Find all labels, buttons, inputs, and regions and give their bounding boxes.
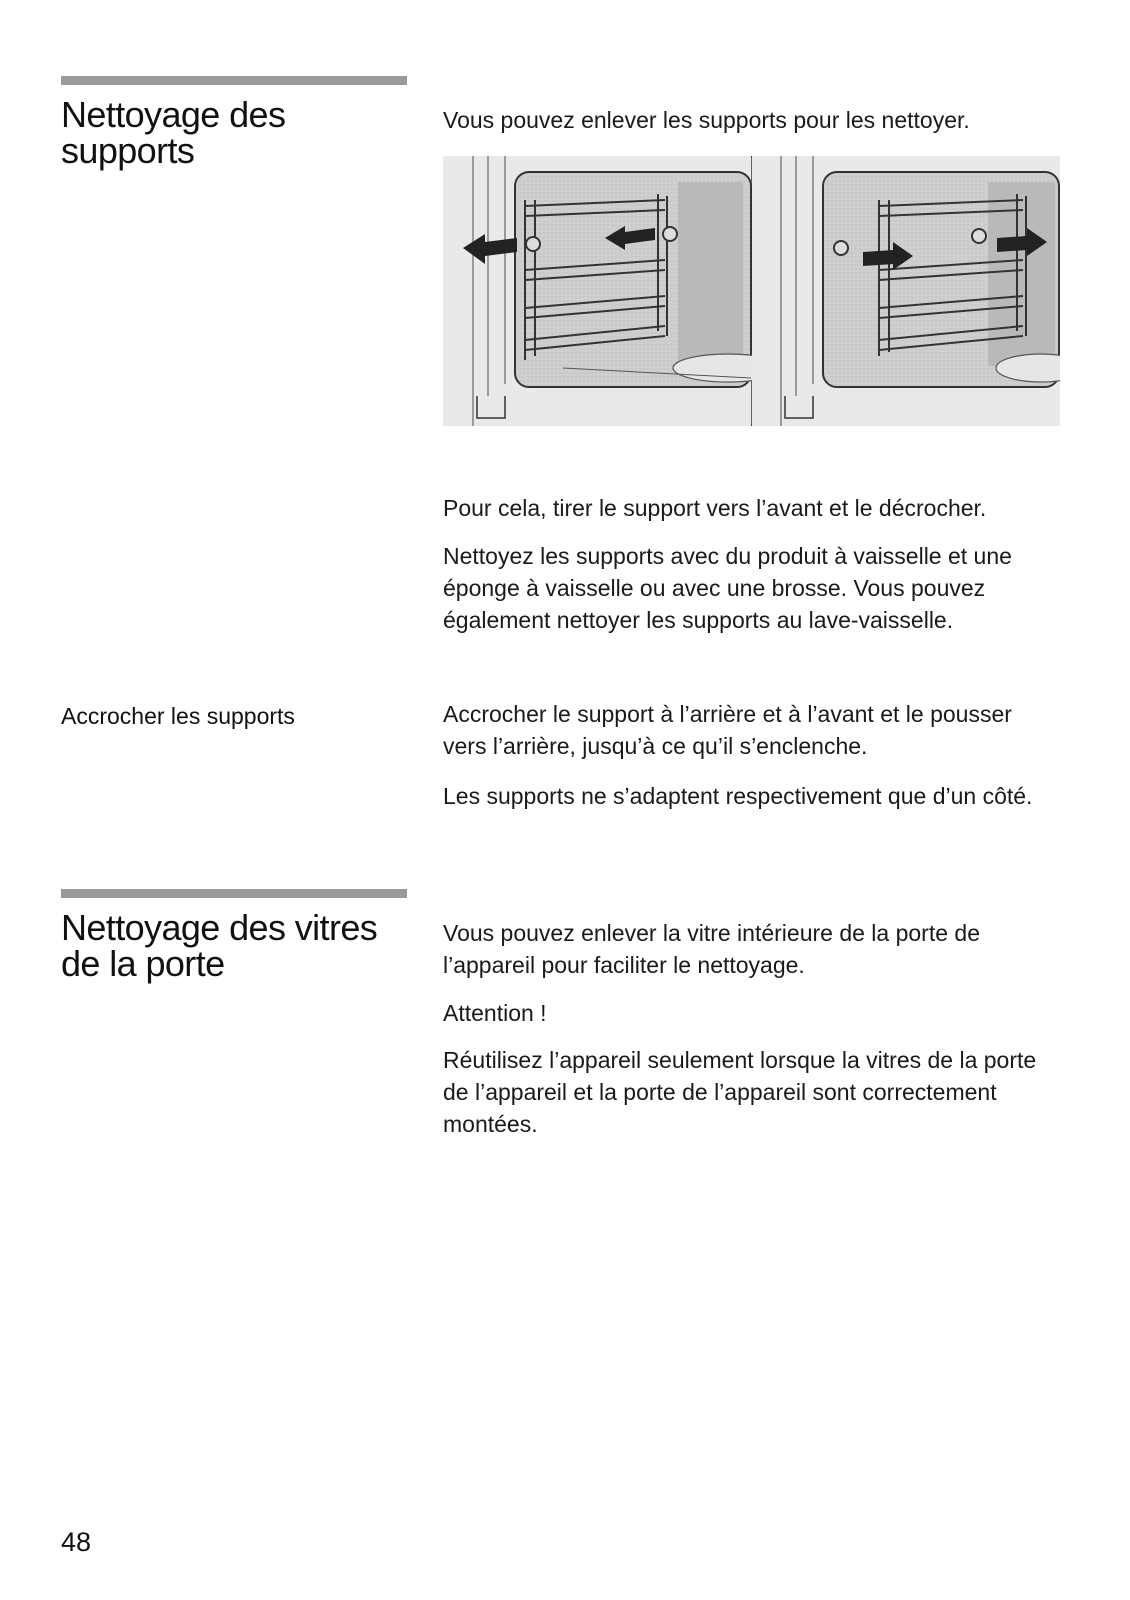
attention-label: Attention ! bbox=[443, 1000, 547, 1026]
paragraph: Accrocher le support à l’arrière et à l’avant et le pousser vers l’arrière, jusqu’à ce qu’il s’enclenche. bbox=[443, 701, 1012, 759]
paragraph: Vous pouvez enlever les supports pour les nettoyer. bbox=[443, 107, 970, 133]
paragraph: Réutilisez l’appareil seulement lorsque la vitres de la porte de l’appareil et la porte de l’appareil sont correctement montées. bbox=[443, 1047, 1037, 1137]
paragraph: Vous pouvez enlever la vitre intérieure de la porte de l’appareil pour faciliter le nettoyage. bbox=[443, 920, 980, 978]
paragraph: Les supports ne s’adaptent respectivement que d’un côté. bbox=[443, 783, 1033, 809]
remove-rack-panel bbox=[443, 156, 783, 426]
page-number: 48 bbox=[61, 1527, 92, 1557]
oven-rack-illustration bbox=[443, 156, 1060, 426]
subsection-title: Accrocher les supports bbox=[61, 703, 295, 729]
section-rule bbox=[61, 889, 407, 898]
paragraph: Nettoyez les supports avec du produit à vaisselle et une éponge à vaisselle ou avec une brosse. Vous pouvez également nettoyer les supports au lave-vaisselle. bbox=[443, 543, 1012, 633]
section-rule bbox=[61, 76, 407, 85]
mount-rack-panel bbox=[752, 156, 1060, 426]
paragraph: Pour cela, tirer le support vers l’avant et le décrocher. bbox=[443, 495, 987, 521]
section-title: Nettoyage des supports bbox=[61, 94, 286, 171]
section-title: Nettoyage des vitres de la porte bbox=[61, 907, 378, 984]
